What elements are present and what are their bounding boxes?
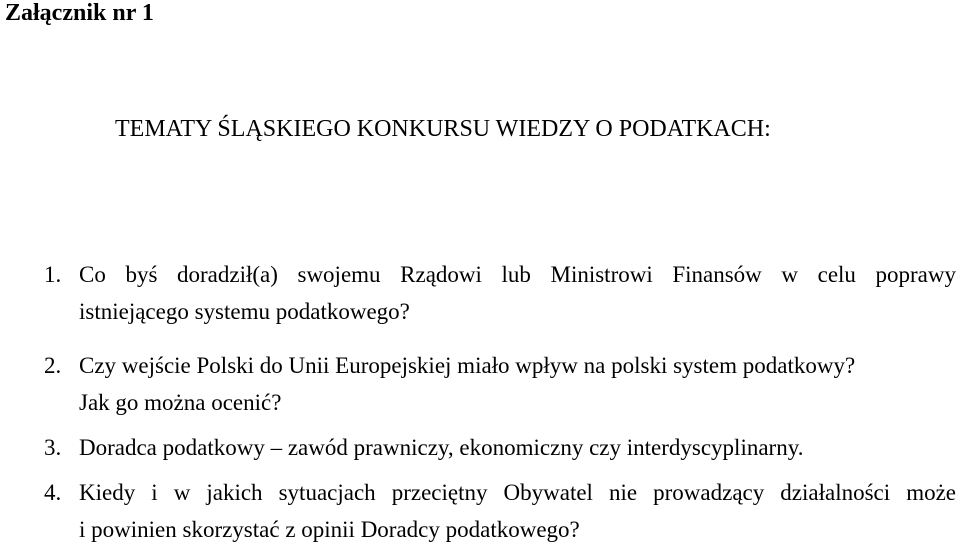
question-number: 1. — [44, 262, 62, 287]
page-title: TEMATY ŚLĄSKIEGO KONKURSU WIEDZY O PODATKACH: — [115, 116, 771, 142]
question-text — [79, 256, 956, 330]
question-line: istniejącego systemu podatkowego? — [79, 299, 410, 324]
question-item — [44, 256, 956, 330]
question-line: Jak go można ocenić? — [79, 390, 282, 415]
question-line: Co byś doradził(a) swojemu Rządowi lub Ministrowi Finansów w celu poprawy — [79, 262, 956, 287]
question-item — [44, 347, 956, 421]
question-text — [79, 474, 956, 548]
question-line: Kiedy i w jakich sytuacjach przeciętny Obywatel nie prowadzący działalności może — [79, 480, 956, 505]
question-line: Doradca podatkowy – zawód prawniczy, ekonomiczny czy interdyscyplinarny. — [79, 435, 804, 460]
question-item — [44, 474, 956, 548]
question-text — [79, 429, 956, 466]
question-item — [44, 429, 956, 466]
question-line: i powinien skorzystać z opinii Doradcy podatkowego? — [79, 517, 580, 542]
question-text — [79, 347, 956, 421]
question-number: 2. — [44, 353, 62, 378]
question-number: 4. — [44, 480, 62, 505]
question-number: 3. — [44, 435, 62, 460]
question-line: Czy wejście Polski do Unii Europejskiej miało wpływ na polski system podatkowy? — [79, 353, 856, 378]
annex-label: Załącznik nr 1 — [5, 0, 154, 26]
